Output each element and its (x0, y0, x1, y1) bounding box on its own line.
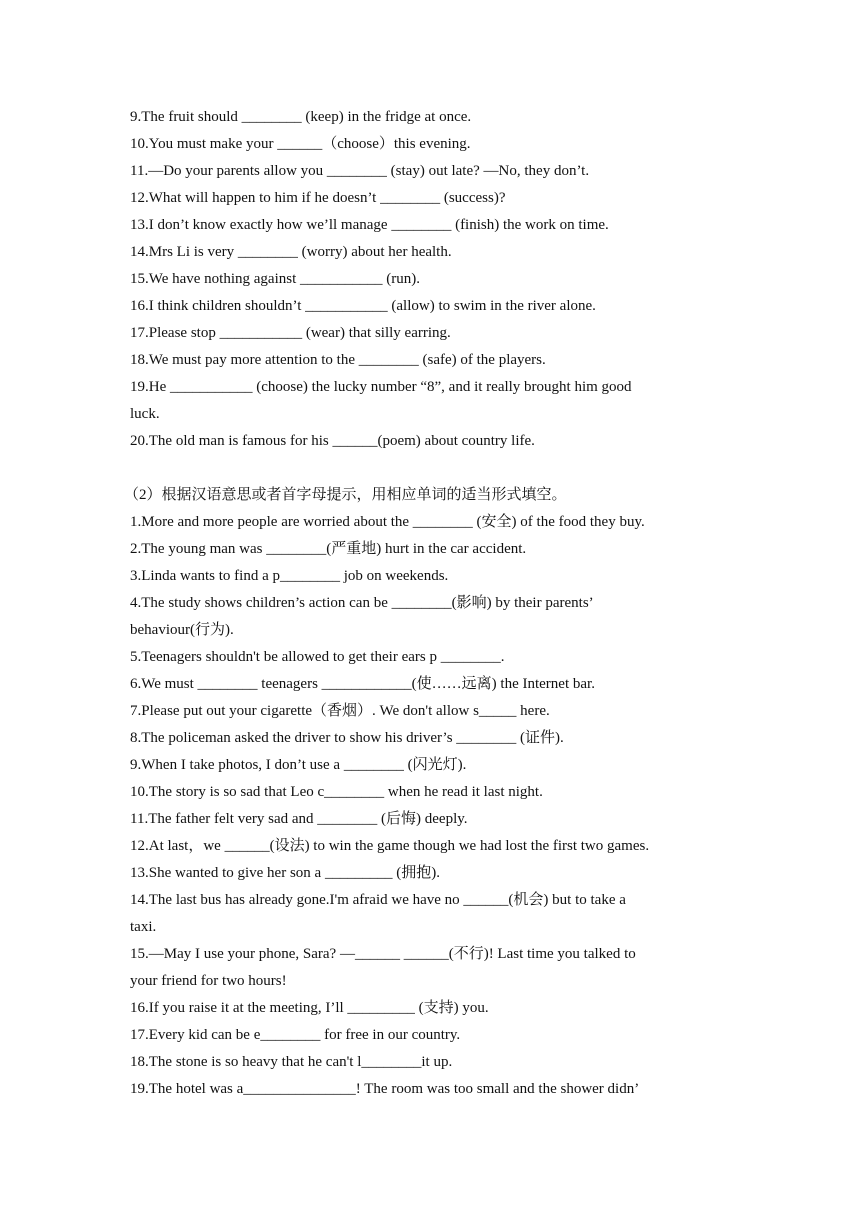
exercise-line: 3.Linda wants to find a p________ job on weekends. (130, 568, 449, 584)
exercise-line: 15.We have nothing against ___________ (run). (130, 271, 420, 287)
exercise-line: 8.The policeman asked the driver to show his driver’s ________ (证件). (130, 730, 564, 746)
exercise-line: 14.The last bus has already gone.I'm afraid we have no ______(机会) but to take a (130, 892, 626, 908)
exercise-line: 17.Please stop ___________ (wear) that silly earring. (130, 325, 451, 341)
exercise-line: 2.The young man was ________(严重地) hurt in the car accident. (130, 541, 527, 557)
exercise-line: 16.I think children shouldn’t ___________ (allow) to swim in the river alone. (130, 298, 596, 314)
exercise-line: 18.The stone is so heavy that he can't l________it up. (130, 1054, 453, 1070)
exercise-line: 20.The old man is famous for his ______(poem) about country life. (130, 433, 535, 449)
exercise-line: 13.I don’t know exactly how we’ll manage ________ (finish) the work on time. (130, 217, 609, 233)
exercise-line: 15.—May I use your phone, Sara? —______ ______(不行)! Last time you talked to (130, 946, 636, 962)
exercise-line: 5.Teenagers shouldn't be allowed to get their ears p ________. (130, 649, 505, 665)
exercise-line: 16.If you raise it at the meeting, I’ll _________ (支持) you. (130, 1000, 489, 1016)
exercise-line: 11.—Do your parents allow you ________ (stay) out late? —No, they don’t. (130, 163, 590, 179)
exercise-line: 12.At last，we ______(设法) to win the game though we had lost the first two games. (130, 838, 650, 854)
document-page (124, 104, 740, 1103)
exercise-line: 1.More and more people are worried about the ________ (安全) of the food they buy. (130, 514, 645, 530)
exercise-line: 18.We must pay more attention to the ________ (safe) of the players. (130, 352, 546, 368)
exercise-line: behaviour(行为). (130, 622, 234, 638)
exercise-line: 4.The study shows children’s action can be ________(影响) by their parents’ (130, 595, 594, 611)
exercise-line: 17.Every kid can be e________ for free in our country. (130, 1027, 461, 1043)
exercise-line: luck. (130, 406, 160, 422)
exercise-line: 9.The fruit should ________ (keep) in the fridge at once. (130, 109, 472, 125)
exercise-line: 9.When I take photos, I don’t use a ________ (闪光灯). (130, 757, 467, 773)
exercise-line: 10.The story is so sad that Leo c________ when he read it last night. (130, 784, 543, 800)
exercise-line: 6.We must ________ teenagers ____________(使……远离) the Internet bar. (130, 676, 595, 692)
exercise-line: 10.You must make your ______（choose）this evening. (130, 136, 471, 152)
section-title: （2）根据汉语意思或者首字母提示，用相应单词的适当形式填空。 (124, 487, 567, 503)
exercise-line: your friend for two hours! (130, 973, 287, 989)
exercise-line: 11.The father felt very sad and ________ (后悔) deeply. (130, 811, 468, 827)
exercise-line: taxi. (130, 919, 157, 935)
exercise-line: 14.Mrs Li is very ________ (worry) about her health. (130, 244, 452, 260)
exercise-line: 19.He ___________ (choose) the lucky number “8”, and it really brought him good (130, 379, 632, 395)
exercise-line: 7.Please put out your cigarette（香烟）. We don't allow s_____ here. (130, 703, 550, 719)
exercise-line: 19.The hotel was a_______________! The room was too small and the shower didn’ (130, 1081, 640, 1097)
exercise-line: 13.She wanted to give her son a _________ (拥抱). (130, 865, 440, 881)
exercise-line: 12.What will happen to him if he doesn’t ________ (success)? (130, 190, 506, 206)
blank-line (130, 455, 740, 482)
